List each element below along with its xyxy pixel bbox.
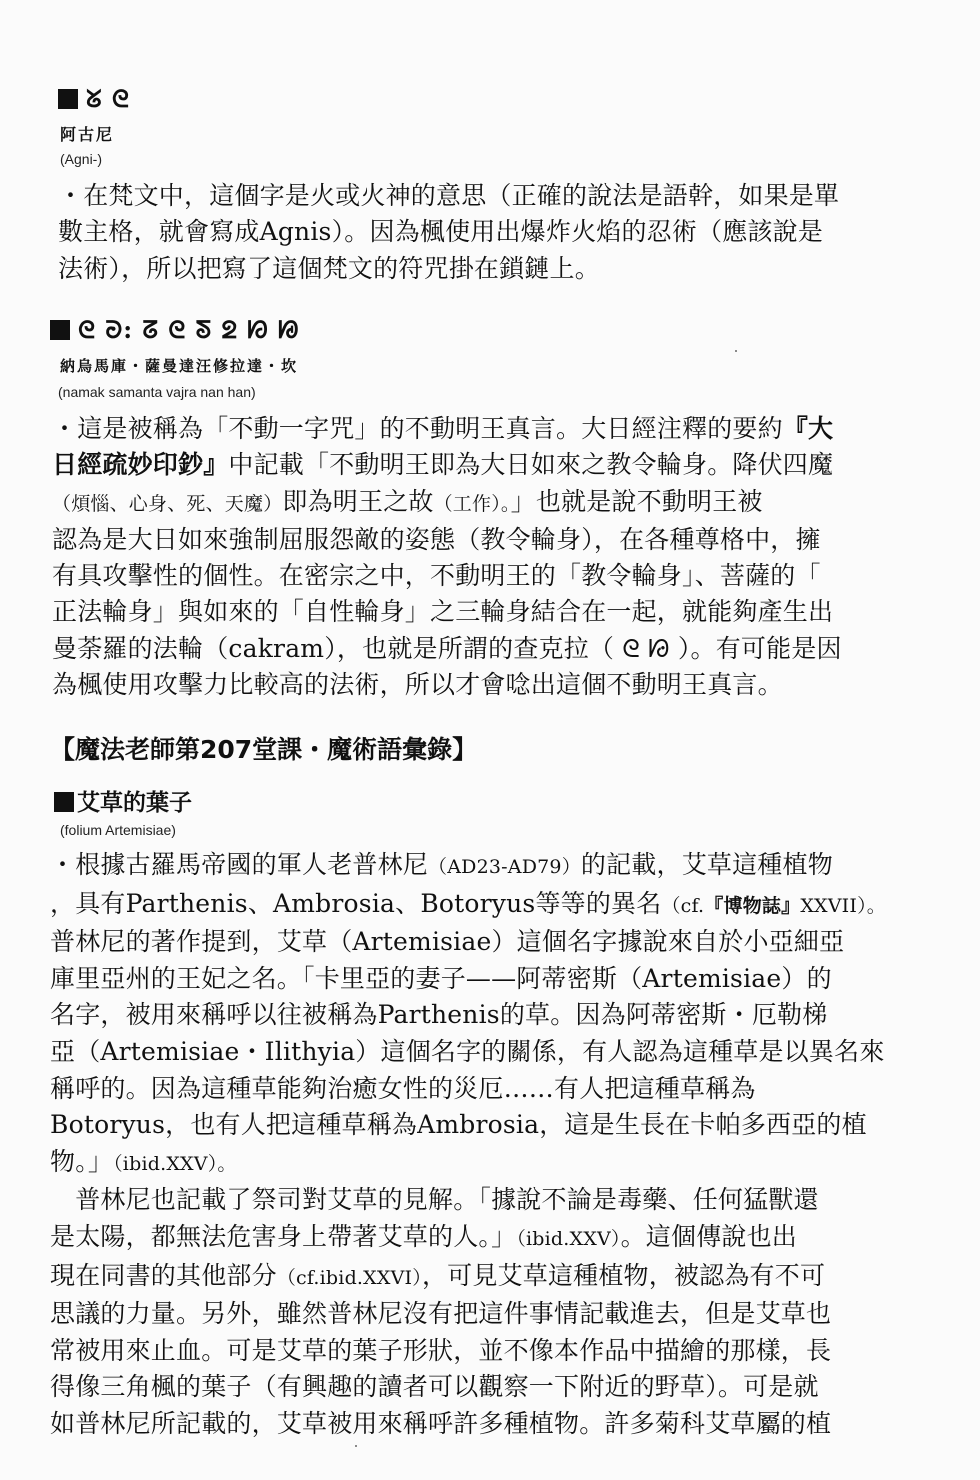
entry2-heading: [50, 315, 300, 344]
text-run: 是太陽，都無法危害身上帶著艾草的人。」: [50, 1221, 517, 1251]
text-line: 如普林尼所記載的，艾草被用來稱呼許多種植物。許多菊科艾草屬的植: [50, 1408, 832, 1438]
book-title: 『博物誌』: [704, 894, 801, 917]
text-run: 即為明王之故: [282, 486, 434, 516]
entry1-sanskrit: ᘜ ᘓ: [86, 84, 130, 113]
text-line: 認為是大日如來強制屈服怨敵的姿態（教令輪身），在各種尊格中，擁: [52, 524, 821, 554]
text-line: 庫里亞州的王妃之名。「卡里亞的妻子——阿蒂密斯（Artemisiae）的: [50, 963, 832, 993]
text-line: Botoryus，也有人把這種草稱為Ambrosia，這是生長在卡帕多西亞的植: [50, 1110, 867, 1140]
text-run: 」也就是說不動明王被: [510, 486, 763, 516]
small-note: （ibid.XXV）: [516, 1227, 621, 1250]
entry3-heading: [54, 784, 192, 817]
text-run: ・這是被稱為「不動一字咒」的不動明王真言。大日經注釋的要約: [52, 414, 783, 443]
text-line: 得像三角楓的葉子（有興趣的讀者可以觀察一下附近的野草）。可是就: [50, 1372, 819, 1402]
text-line: 普林尼也記載了祭司對艾草的見解。「據說不論是毒藥、任何猛獸還: [50, 1185, 819, 1215]
entry3-body: [50, 847, 886, 1443]
entry2-sanskrit: ᘓ ᘒ: ᘔ ᘓ ᘕ ᘖ ᘗ ᘘ: [78, 315, 300, 344]
entry1-heading: [58, 84, 130, 113]
entry3-title: 艾草的葉子: [77, 789, 192, 816]
small-note: （cf.: [661, 894, 705, 917]
scan-speck: [355, 1445, 357, 1447]
text-line: 稱呼的。因為這種草能夠治癒女性的災厄……有人把這種草稱為: [50, 1073, 756, 1103]
text-line: 思議的力量。另外，雖然普林尼沒有把這件事情記載進去，但是艾草也: [50, 1299, 832, 1329]
square-bullet-icon: [50, 320, 70, 340]
small-note: （工作）。: [433, 492, 511, 515]
text-line: 名字，被用來稱呼以往被稱為Parthenis的草。因為阿蒂密斯・厄勒梯: [50, 1000, 828, 1030]
entry1-body: [58, 178, 839, 287]
book-title: 日經疏妙印鈔』: [52, 450, 229, 480]
text-line: 亞（Artemisiae・Ilithyia）這個名字的關係，有人認為這種草是以異名來: [50, 1036, 885, 1066]
text-run: 中記載「不動明王即為大日如來之教令輪身。降伏四魔: [228, 450, 834, 480]
text-line: 常被用來止血。可是艾草的葉子形狀，並不像本作品中描繪的那樣，長: [50, 1335, 832, 1365]
text-line: 為楓使用攻擊力比較高的法術，所以才會唸出這個不動明王真言。: [52, 670, 783, 700]
text-line: 有具攻擊性的個性。在密宗之中，不動明王的「教令輪身」、菩薩的「: [52, 561, 821, 591]
book-title: 『大: [782, 414, 834, 443]
text-run: 的記載，艾草這種植物: [580, 850, 833, 879]
text-run: 物。」: [50, 1146, 114, 1176]
text-line: 普林尼的著作提到，艾草（Artemisiae）這個名字據說來自於小亞細亞: [50, 927, 845, 957]
entry1-roman: (Agni-): [60, 151, 103, 167]
entry2-roman: (namak samanta vajra nan han): [58, 384, 256, 400]
small-note: （煩惱、心身、死、天魔）: [52, 492, 283, 515]
text-run: ・根據古羅馬帝國的軍人老普林尼: [50, 850, 429, 879]
text-run: ，可見艾草這種植物，被認為有不可: [421, 1260, 826, 1290]
small-note: XXVII）。: [800, 894, 886, 917]
text-line: ・在梵文中，這個字是火或火神的意思（正確的說法是語幹，如果是單: [58, 181, 840, 210]
entry3-roman: (folium Artemisiae): [60, 822, 176, 838]
text-line: [50, 886, 886, 925]
text-line: 數主格，就會寫成Agnis）。因為楓使用出爆炸火焰的忍術（應該說是: [58, 217, 824, 247]
text-line: 正法輪身」與如來的「自性輪身」之三輪身結合在一起，就能夠產生出: [52, 597, 834, 627]
text-line: 曼荼羅的法輪（cakram），也就是所謂的查克拉（ ᘓ ᘙ ）。有可能是因: [52, 633, 842, 663]
section-title: 【魔法老師第207堂課・魔術語彙錄】: [50, 735, 478, 764]
small-note: （ibid.XXV）。: [113, 1152, 237, 1175]
text-line: [50, 1144, 886, 1183]
small-note: （cf.ibid.XXVI）: [276, 1266, 422, 1289]
text-run: 。這個傳說也出: [620, 1221, 798, 1251]
square-bullet-icon: [54, 792, 74, 812]
small-note: （AD23-AD79）: [428, 856, 581, 878]
text-line: 法術），所以把寫了這個梵文的符咒掛在鎖鏈上。: [58, 253, 600, 283]
scan-speck: [735, 350, 737, 352]
text-line: [52, 411, 842, 447]
text-line: [50, 1219, 886, 1258]
square-bullet-icon: [58, 89, 78, 109]
entry2-body: [52, 411, 842, 703]
text-line: [50, 1258, 886, 1297]
text-line: [50, 847, 886, 886]
text-run: ，具有Parthenis、Ambrosia、Botoryus等等的異名: [50, 888, 662, 918]
text-line: [52, 447, 842, 483]
entry1-ruby: 阿古尼: [60, 125, 115, 144]
text-line: [52, 484, 842, 522]
text-run: 現在同書的其他部分: [50, 1260, 277, 1290]
entry2-ruby: 納烏馬庫・薩曼達汪修拉達・坎: [60, 357, 299, 375]
